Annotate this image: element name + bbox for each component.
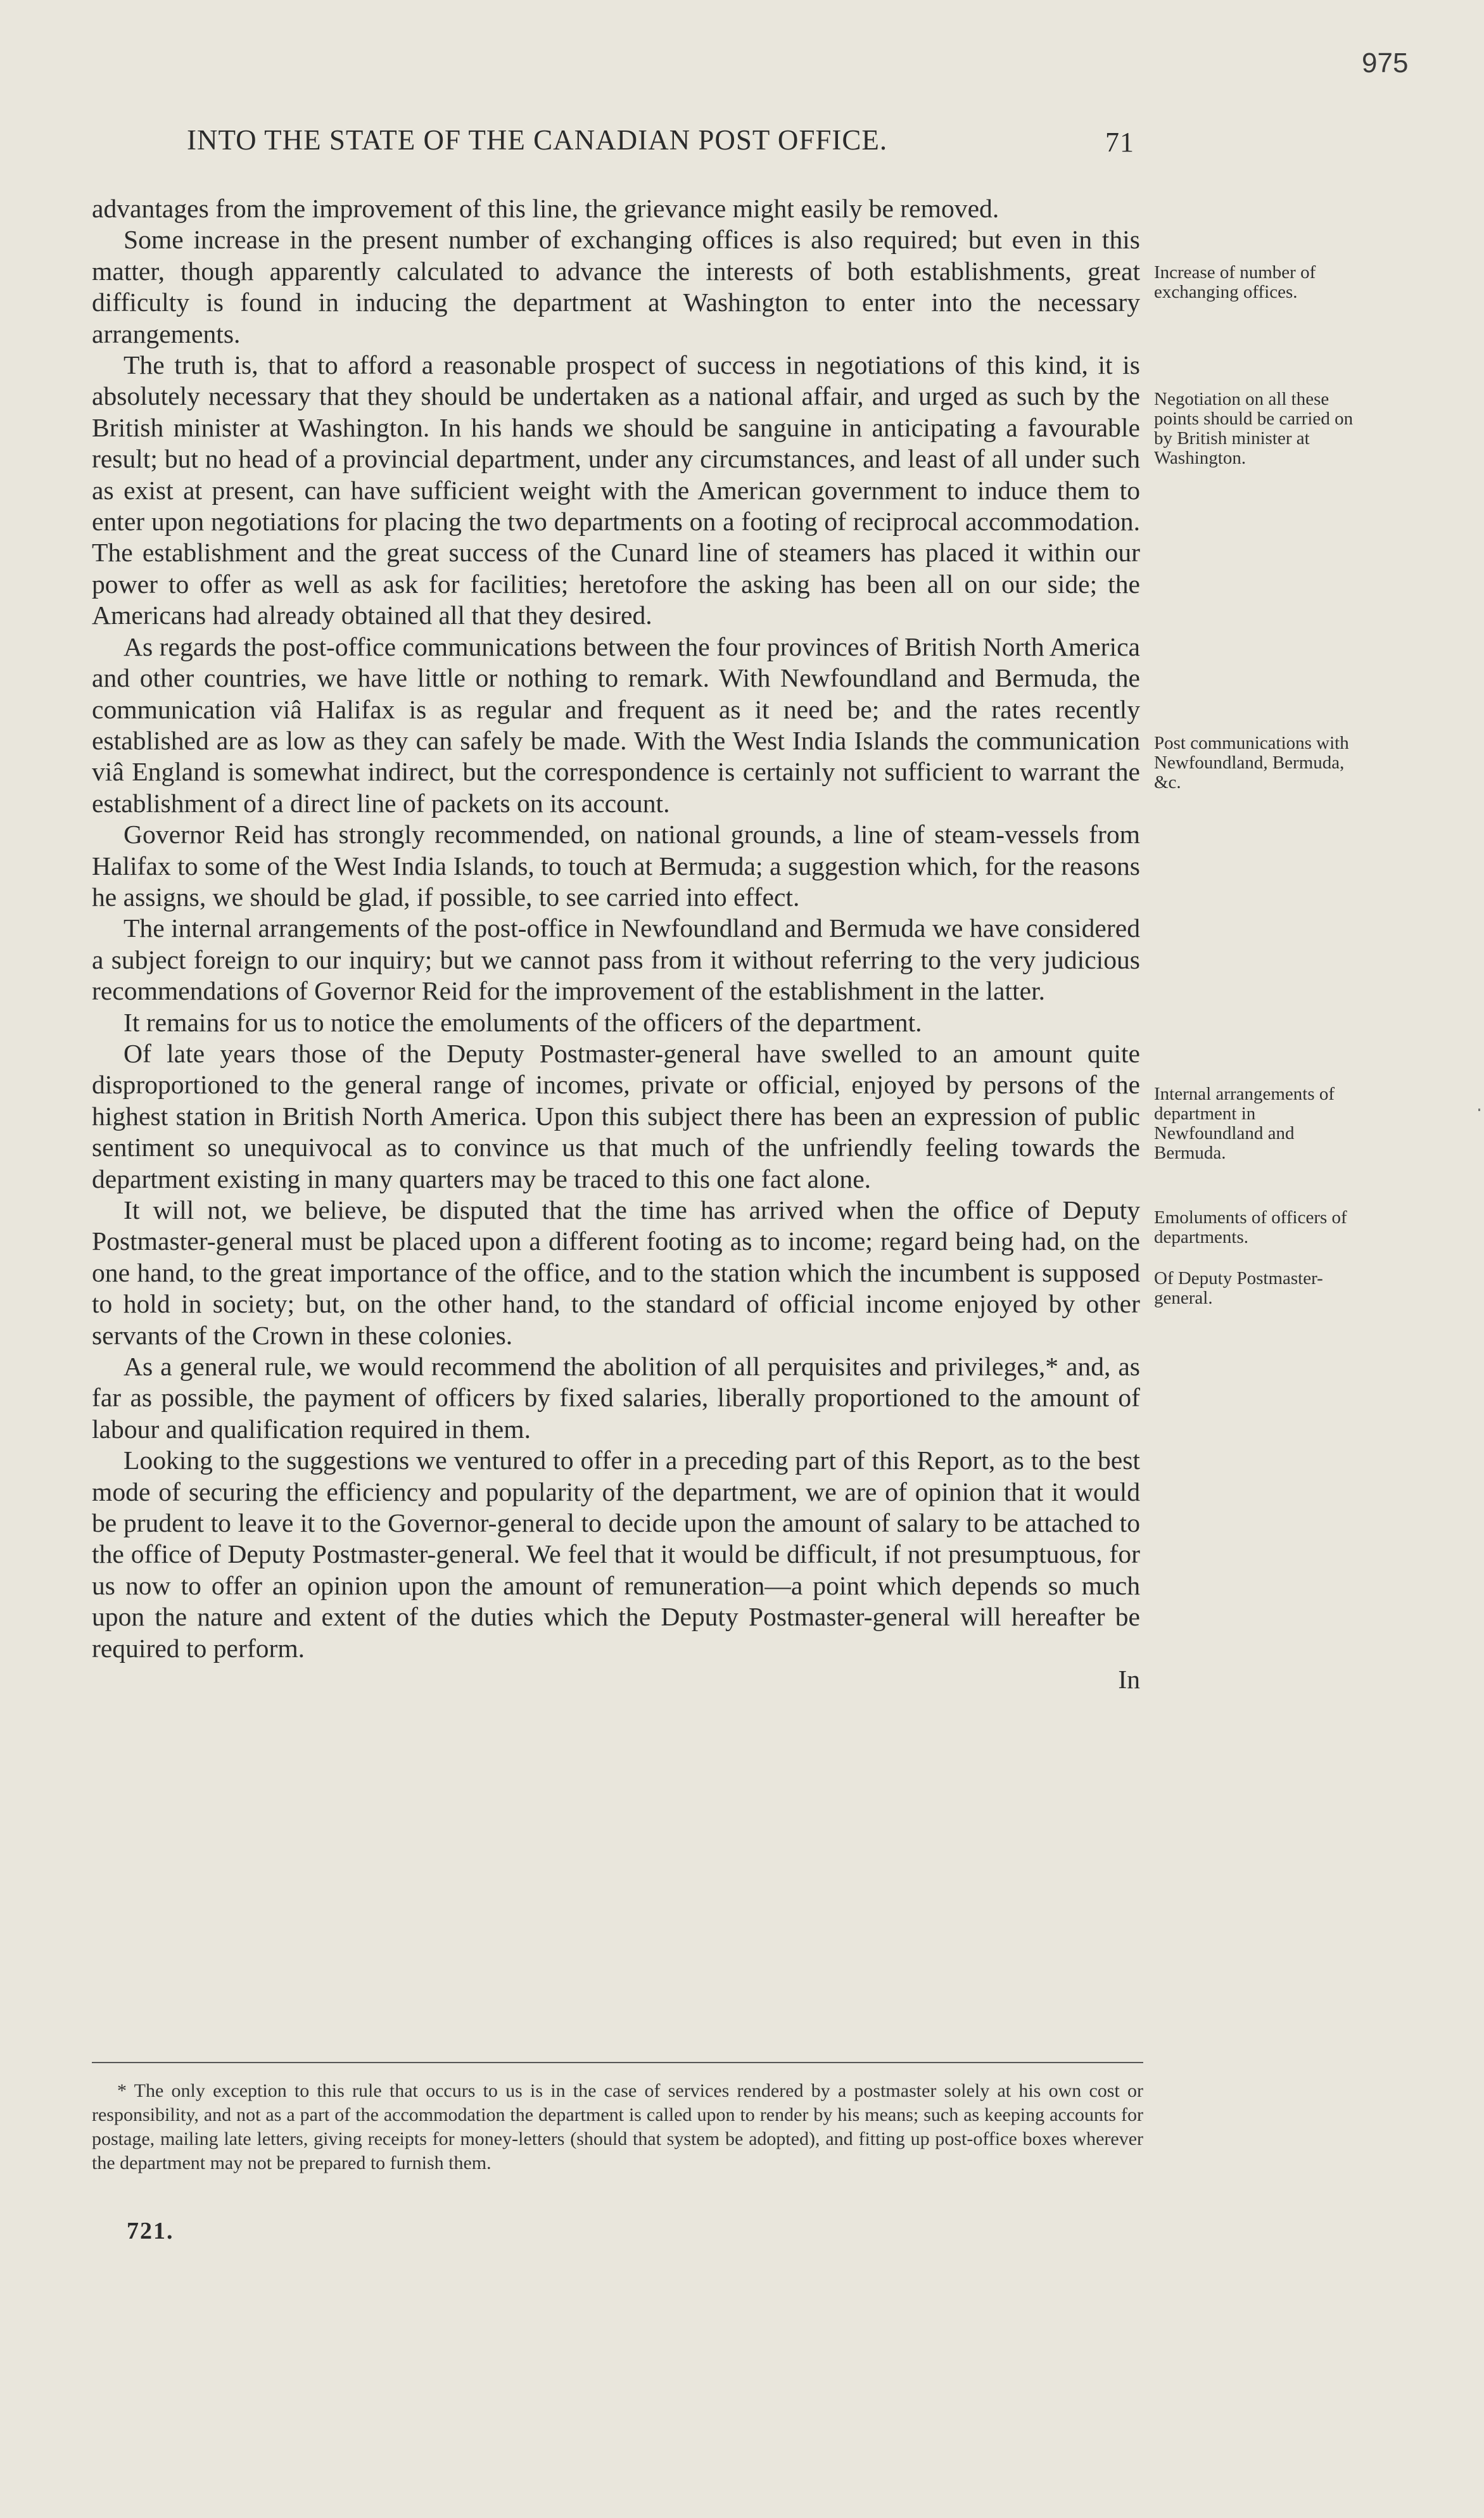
paragraph: advantages from the improvement of this line, the grievance might easily be removed. xyxy=(92,194,999,223)
sidenote: Of Deputy Postmaster-general. xyxy=(1154,1268,1323,1308)
running-head-title: INTO THE STATE OF THE CANADIAN POST OFFICE. xyxy=(187,124,888,156)
footnote xyxy=(92,2079,1143,2175)
paragraph: It remains for us to notice the emoluments of the officers of the department. xyxy=(124,1007,922,1037)
paragraph: Looking to the suggestions we ventured to offer in a preceding part of this Report, as to the best mode of securing the efficiency and popularity of the department, we are of opinion that it would be prudent to leave it to the Governor-general to decide upon the amount of salary to be attached to the office of Deputy Postmaster-general. We feel that it would be difficult, if not presumptuous, for us now to offer an opinion upon the amount of remuneration—a point which depends so much upon the nature and extent of the duties which the Deputy Postmaster-general will hereafter be required to perform. xyxy=(92,1446,1140,1663)
paragraph: As a general rule, we would recommend the abolition of all perquisites and privileges,* and, as far as possible, the payment of officers by fixed salaries, liberally proportioned to the amount of labour and qualification required in them. xyxy=(92,1352,1140,1444)
paragraph: Governor Reid has strongly recommended, on national grounds, a line of steam-vessels from Halifax to some of the West India Islands, to touch at Bermuda; a suggestion which, for the reasons he assigns, we should be glad, if possible, to see carried into effect. xyxy=(92,820,1140,912)
footnote-divider xyxy=(92,2062,1143,2063)
archive-page-number: 975 xyxy=(1362,48,1409,79)
footnote-text: * The only exception to this rule that occurs to us is in the case of services rendered by a postmaster solely at his own cost or responsibility, and not as a part of the accommodation the department is called upon to render by his means; such as keeping accounts for postage, mailing late letters, giving receipts for money-letters (should that system be adopted), and fitting up post-office boxes wherever the department may not be prepared to furnish them. xyxy=(92,2080,1143,2173)
sidenote: Emoluments of officers of departments. xyxy=(1154,1207,1347,1247)
signature-mark: 721. xyxy=(127,2218,174,2244)
sidenote: Negotiation on all these points should be carried on by British minister at Washington. xyxy=(1154,389,1354,468)
sidenote: Post communications with Newfoundland, Bermuda, &c. xyxy=(1154,733,1349,792)
sidenote: Increase of number of exchanging offices. xyxy=(1154,262,1316,302)
body-text xyxy=(92,193,1140,1696)
paragraph: The internal arrangements of the post-office in Newfoundland and Bermuda we have considered a subject foreign to our inquiry; but we cannot pass from it without referring to the very judicious recommendations of Governor Reid for the improvement of the establishment in the latter. xyxy=(92,913,1140,1006)
paragraph: The truth is, that to afford a reasonable prospect of success in negotiations of this kind, it is absolutely necessary that they should be undertaken as a national affair, and urged as such by the British minister at Washington. In his hands we should be sanguine in anticipating a favourable result; but no head of a provincial department, under any circumstances, and least of all under such as exist at present, can have sufficient weight with the American government to induce them to enter upon negotiations for placing the two departments on a footing of reciprocal accommodation. The establishment and the great success of the Cunard line of steamers has placed it within our power to offer as well as ask for facilities; heretofore the asking has been all on our side; the Americans had already obtained all that they desired. xyxy=(92,350,1140,630)
page-folio: 71 xyxy=(1105,127,1134,158)
paragraph: Of late years those of the Deputy Postmaster-general have swelled to an amount quite disproportioned to the general range of incomes, private or official, enjoyed by persons of the highest station in British North America. Upon this subject there has been an expression of public sentiment so unequivocal as to convince us that much of the unfriendly feeling towards the department existing in many quarters may be traced to this one fact alone. xyxy=(92,1038,1140,1193)
paragraph: As regards the post-office communications between the four provinces of British North America and other countries, we have little or nothing to remark. With Newfoundland and Bermuda, the communication viâ Halifax is as regular and frequent as it need be; and the rates recently established are as low as they can safely be made. With the West India Islands the communication viâ England is somewhat indirect, but the correspondence is certainly not sufficient to warrant the establishment of a direct line of packets on its account. xyxy=(92,632,1140,818)
catchword: In xyxy=(1118,1665,1140,1695)
running-head xyxy=(187,124,1137,156)
sidenote: Internal arrangements of department in Newfoundland and Bermuda. xyxy=(1154,1084,1335,1163)
page-edge-speck xyxy=(1478,1109,1480,1111)
paragraph: Some increase in the present number of exchanging offices is also required; but even in this matter, though apparently calculated to advance the interests of both establishments, great difficulty is found in inducing the department at Washington to enter into the necessary arrangements. xyxy=(92,225,1140,348)
paragraph: It will not, we believe, be disputed that the time has arrived when the office of Deputy Postmaster-general must be placed upon a different footing as to income; regard being had, on the one hand, to the great importance of the office, and to the station which the incumbent is supposed to hold in society; but, on the other hand, to the standard of official income enjoyed by other servants of the Crown in these colonies. xyxy=(92,1195,1140,1350)
